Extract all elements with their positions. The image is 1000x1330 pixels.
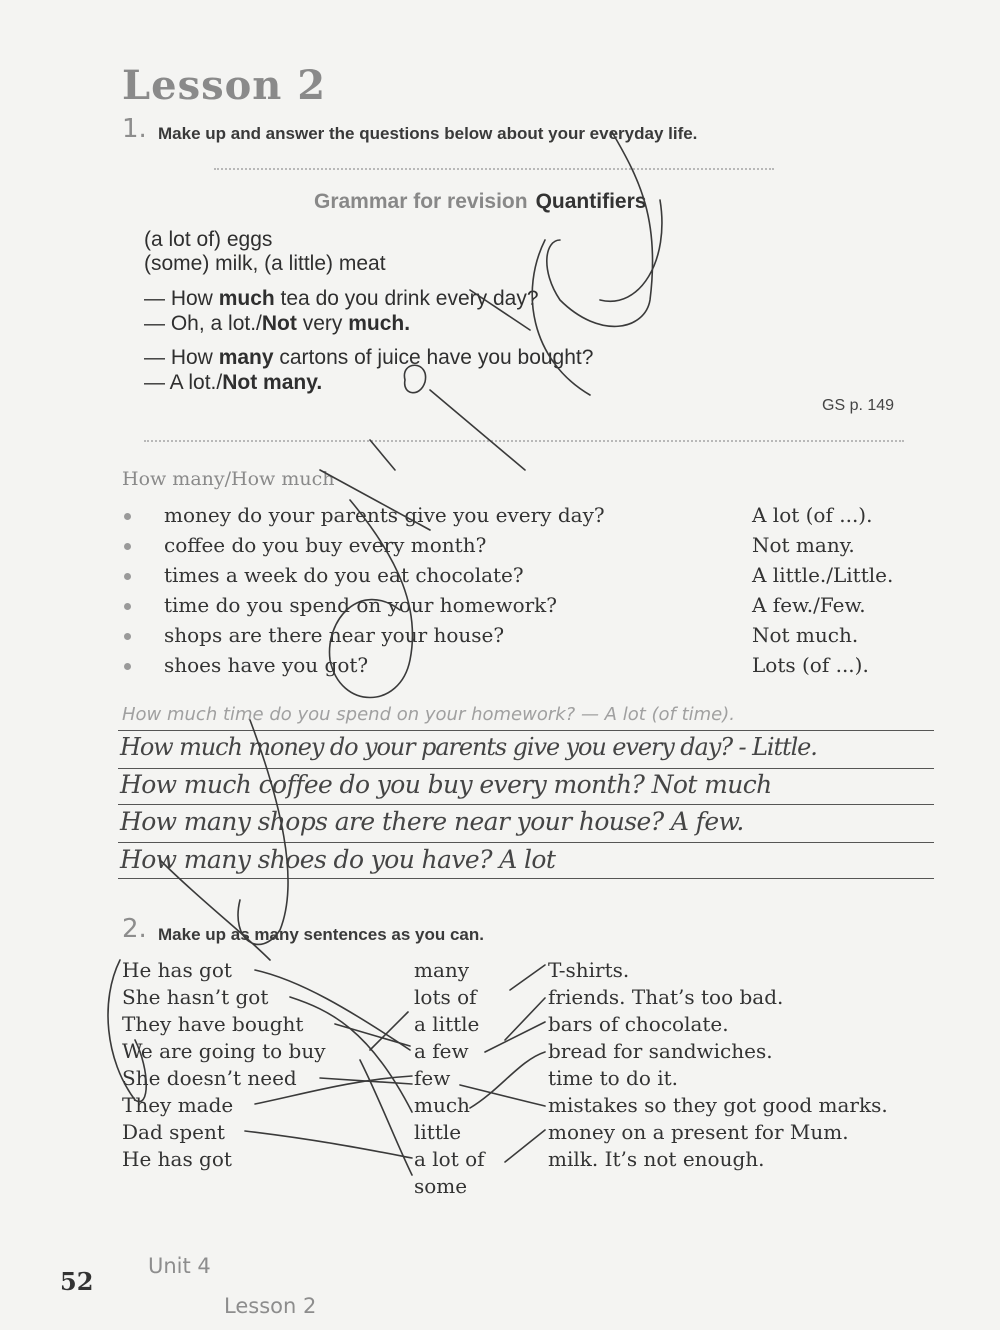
- lesson-title: Lesson 2: [122, 62, 327, 109]
- handwritten-answer-2: How much coffee do you buy every month? Not much: [120, 770, 772, 799]
- answer-option-6: Lots (of ...).: [752, 653, 869, 677]
- matching-line: [245, 1131, 412, 1158]
- bullet: [124, 663, 131, 670]
- subject-phrase-2: She hasn’t got: [122, 985, 269, 1009]
- grammar-dialog-1-answer: — Oh, a lot./Not very much.: [144, 312, 411, 335]
- pen-scribble: [600, 200, 662, 301]
- bullet: [124, 573, 131, 580]
- question-5: shops are there near your house?: [164, 623, 505, 647]
- pen-scribble: [160, 860, 270, 960]
- matching-line: [320, 1078, 412, 1084]
- matching-line: [505, 1130, 545, 1162]
- grammar-box-title: [314, 190, 646, 214]
- handwritten-answer-1: How much money do your parents give you every day? - Little.: [120, 733, 817, 761]
- bullet: [124, 513, 131, 520]
- writing-line: [118, 730, 934, 731]
- grammar-dialog-2-answer: — A lot./Not many.: [144, 371, 323, 394]
- grammar-topic: Quantifiers: [535, 190, 647, 213]
- quantifier-5: few: [414, 1066, 451, 1090]
- subject-phrase-5: She doesn’t need: [122, 1066, 297, 1090]
- answer-option-3: A little./Little.: [752, 563, 894, 587]
- quantifier-9: some: [414, 1174, 468, 1198]
- pen-scribble: [370, 440, 395, 470]
- quantifier-8: a lot of: [414, 1147, 485, 1171]
- quantifier-2: lots of: [414, 985, 477, 1009]
- matching-line: [510, 965, 545, 990]
- grammar-line-2: (some) milk, (a little) meat: [144, 252, 386, 275]
- handwritten-answer-4: How many shoes do you have? A lot: [120, 845, 556, 874]
- subject-phrase-8: He has got: [122, 1147, 232, 1171]
- object-phrase-2: friends. That’s too bad.: [548, 985, 784, 1009]
- writing-line: [118, 842, 934, 843]
- object-phrase-7: money on a present for Mum.: [548, 1120, 849, 1144]
- exercise-1-instruction: Make up and answer the questions below about your everyday life.: [158, 124, 698, 143]
- pen-scribble: [547, 132, 653, 326]
- matching-line: [255, 970, 410, 1050]
- grammar-dialog-1-question: — How much tea do you drink every day?: [144, 287, 539, 310]
- exercise-2-number: 2.: [122, 914, 147, 944]
- object-phrase-1: T-shirts.: [548, 958, 630, 982]
- quantifier-1: many: [414, 958, 470, 982]
- answer-option-5: Not much.: [752, 623, 859, 647]
- handwritten-answer-3: How many shops are there near your house? A few.: [120, 807, 744, 836]
- matching-line: [505, 998, 545, 1040]
- quantifier-4: a few: [414, 1039, 469, 1063]
- object-phrase-3: bars of chocolate.: [548, 1012, 729, 1036]
- answer-option-1: A lot (of ...).: [752, 503, 873, 527]
- pen-scribble: [430, 390, 525, 470]
- writing-line: [118, 804, 934, 805]
- grammar-reference: GS p. 149: [822, 397, 895, 414]
- grammar-box-bottom-divider: [144, 440, 904, 442]
- question-4: time do you spend on your homework?: [164, 593, 558, 617]
- object-phrase-4: bread for sandwiches.: [548, 1039, 773, 1063]
- matching-line: [485, 1022, 545, 1052]
- writing-line: [118, 878, 934, 879]
- matching-line: [460, 1085, 545, 1106]
- writing-line: [118, 768, 934, 769]
- grammar-dialog-2-question: — How many cartons of juice have you bought?: [144, 346, 594, 369]
- subject-phrase-6: They made: [122, 1093, 234, 1117]
- subject-phrase-1: He has got: [122, 958, 232, 982]
- grammar-box-top-divider: [214, 168, 774, 170]
- subject-phrase-3: They have bought: [122, 1012, 304, 1036]
- matching-line: [370, 1012, 408, 1050]
- footer-lesson: Lesson 2: [224, 1294, 317, 1318]
- grammar-label: Grammar for revision: [314, 190, 528, 213]
- answer-option-2: Not many.: [752, 533, 855, 557]
- question-3: times a week do you eat chocolate?: [164, 563, 524, 587]
- exercise-1-number: 1.: [122, 114, 147, 144]
- question-1: money do your parents give you every day?: [164, 503, 605, 527]
- object-phrase-8: milk. It’s not enough.: [548, 1147, 765, 1171]
- matching-line: [360, 1060, 412, 1175]
- exercise-2-instruction: Make up as many sentences as you can.: [158, 925, 484, 944]
- quantifier-6: much: [414, 1093, 470, 1117]
- subject-phrase-7: Dad spent: [122, 1120, 225, 1144]
- answer-option-4: A few./Few.: [752, 593, 866, 617]
- question-6: shoes have you got?: [164, 653, 369, 677]
- quantifier-7: little: [414, 1120, 462, 1144]
- object-phrase-6: mistakes so they got good marks.: [548, 1093, 888, 1117]
- footer-unit: Unit 4: [148, 1254, 211, 1278]
- object-phrase-5: time to do it.: [548, 1066, 679, 1090]
- page-number: 52: [60, 1267, 94, 1296]
- bullet: [124, 603, 131, 610]
- example-answer: How much time do you spend on your homework? — A lot (of time).: [122, 704, 735, 725]
- pen-scribble: [532, 240, 590, 395]
- grammar-line-1: (a lot of) eggs: [144, 228, 273, 251]
- bullet: [124, 633, 131, 640]
- bullet: [124, 543, 131, 550]
- subject-phrase-4: We are going to buy: [122, 1039, 326, 1063]
- matching-line: [470, 1052, 545, 1108]
- matching-line: [335, 1024, 410, 1046]
- how-many-how-much-heading: How many/How much: [122, 468, 335, 490]
- quantifier-3: a little: [414, 1012, 480, 1036]
- question-2: coffee do you buy every month?: [164, 533, 487, 557]
